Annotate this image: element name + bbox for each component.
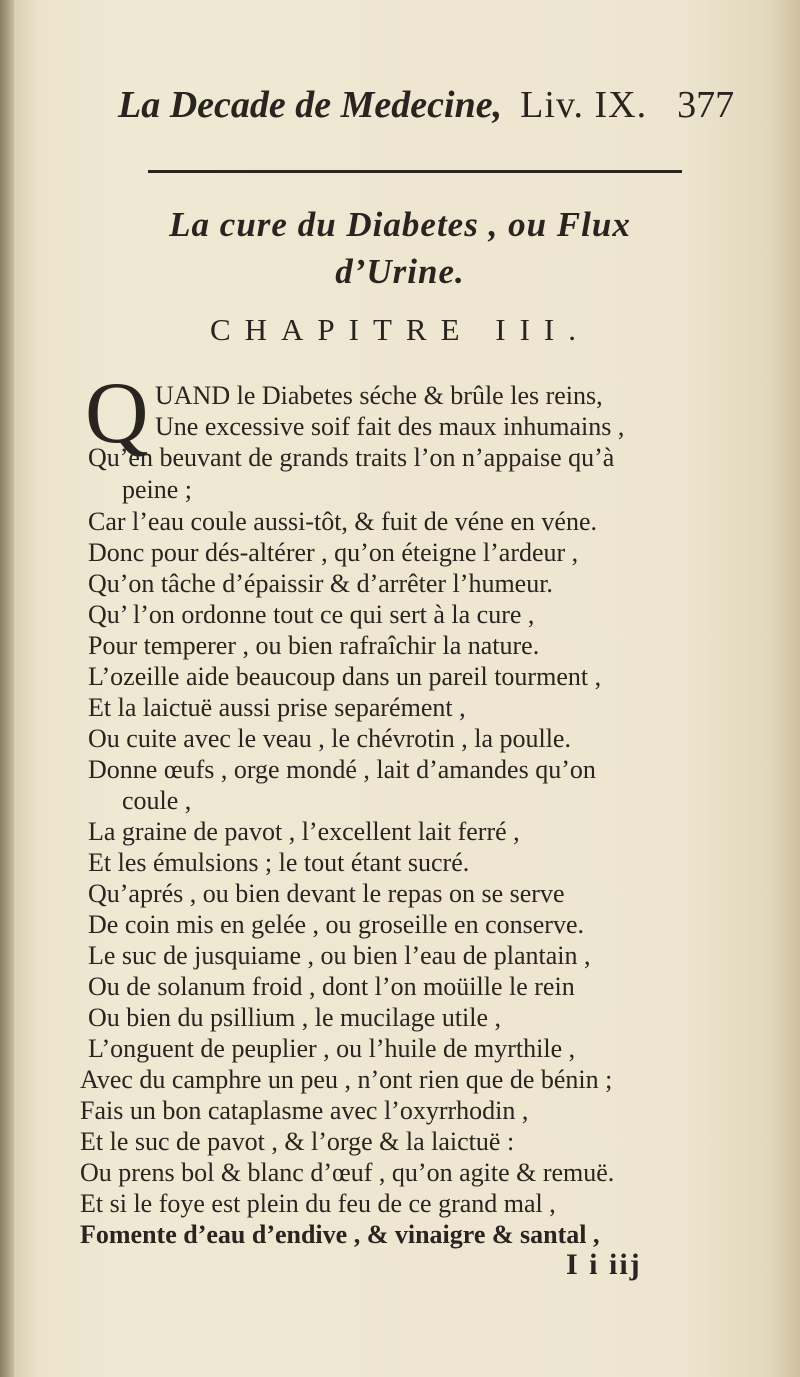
verse-line: Avec du camphre un peu , n’ont rien que de bénin ;: [80, 1065, 613, 1094]
verse-line: Ou cuite avec le veau , le chévrotin , la poulle.: [88, 724, 571, 753]
verse-line: Et si le foye est plein du feu de ce grand mal ,: [80, 1189, 556, 1218]
verse-line: L’ozeille aide beaucoup dans un pareil tourment ,: [88, 662, 602, 691]
verse-line: Une excessive soif fait des maux inhumains ,: [155, 412, 625, 441]
verse-line: Donne œufs , orge mondé , lait d’amandes qu’on: [88, 755, 596, 784]
section-heading-line2: d’Urine.: [335, 252, 465, 291]
verse-line: Pour temperer , ou bien rafraîchir la nature.: [88, 631, 540, 660]
verse-line: Qu’en beuvant de grands traits l’on n’appaise qu’à: [88, 443, 615, 472]
verse-line: Ou prens bol & blanc d’œuf , qu’on agite & remuë.: [80, 1158, 615, 1187]
verse-line: coule ,: [122, 786, 192, 815]
verse-line: Ou bien du psillium , le mucilage utile ,: [88, 1003, 502, 1032]
verse-line: Et les émulsions ; le tout étant sucré.: [88, 848, 470, 877]
verse-line: Qu’ l’on ordonne tout ce qui sert à la cure ,: [88, 600, 535, 629]
verse-line: Qu’aprés , ou bien devant le repas on se serve: [88, 879, 565, 908]
verse-line: Et la laictuë aussi prise separément ,: [88, 693, 466, 722]
verse-line: Qu’on tâche d’épaissir & d’arrêter l’humeur.: [88, 569, 553, 598]
section-heading-line1: La cure du Diabetes , ou Flux: [169, 205, 631, 244]
book-number: Liv. IX.: [520, 84, 648, 126]
verse-line: Car l’eau coule aussi-tôt, & fuit de véne en véne.: [88, 507, 597, 536]
header-rule: [148, 170, 682, 173]
verse-line: Fais un bon cataplasme avec l’oxyrrhodin ,: [80, 1096, 529, 1125]
verse-line: Et le suc de pavot , & l’orge & la laictuë :: [80, 1127, 515, 1156]
chapter-title: CHAPITRE III.: [209, 312, 591, 347]
verse-line: Donc pour dés-altérer , qu’on éteigne l’ardeur ,: [88, 538, 579, 567]
running-header: [118, 82, 758, 132]
page-number: 377: [677, 84, 735, 126]
verse-line: peine ;: [122, 475, 193, 504]
verse-line: Fomente d’eau d’endive , & vinaigre & santal ,: [80, 1220, 600, 1249]
signature-mark: I i iij: [566, 1248, 642, 1281]
running-title: La Decade de Medecine,: [118, 84, 503, 126]
verse-line: Ou de solanum froid , dont l’on moüille le rein: [88, 972, 575, 1001]
verse-line: UAND le Diabetes séche & brûle les reins,: [155, 381, 603, 410]
verse-line: De coin mis en gelée , ou groseille en conserve.: [88, 910, 584, 939]
verse-line: La graine de pavot , l’excellent lait ferré ,: [88, 817, 520, 846]
verse-line: L’onguent de peuplier , ou l’huile de myrthile ,: [88, 1034, 576, 1063]
verse-line: Le suc de jusquiame , ou bien l’eau de plantain ,: [88, 941, 591, 970]
drop-cap: Q: [85, 365, 149, 462]
